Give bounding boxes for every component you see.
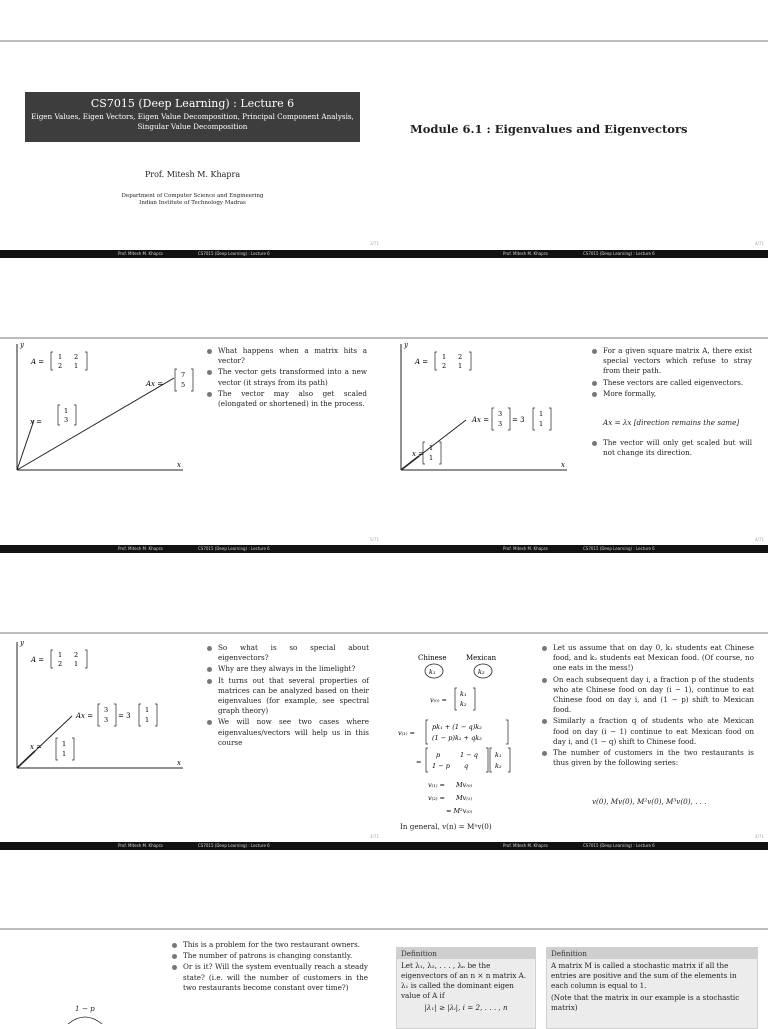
svg-text:1: 1: [539, 420, 544, 428]
footer-author: Prof. Mitesh M. Khapra: [118, 251, 163, 256]
slide7-bullets: [172, 940, 368, 994]
svg-text:3: 3: [64, 416, 69, 424]
slide5-bullets: [207, 643, 369, 749]
definition-formula: |λ₁| ≥ |λᵢ|, i = 2, . . . , n: [424, 1003, 508, 1012]
bullet-item: The number of customers in the two restaurants is thus given by the following series:: [542, 748, 754, 768]
k2-label: k₂: [478, 668, 485, 676]
definition-stochastic-matrix: [546, 947, 758, 1029]
self-loop-arc: [60, 1014, 110, 1024]
page-divider: [0, 40, 768, 42]
footer-course: CS7015 (Deep Learning) : Lecture 6: [198, 251, 270, 256]
svg-text:3: 3: [104, 716, 109, 724]
slide4-bullets-last: [592, 438, 752, 459]
matrix-a: [51, 650, 87, 668]
vector-x-label: x =: [30, 743, 43, 751]
x-axis-label: x: [177, 759, 181, 767]
footer-author: Prof. Mitesh M. Khapra: [503, 546, 548, 551]
definition-note: (Note that the matrix in our example is a stochastic matrix): [551, 993, 740, 1012]
svg-text:1 − p: 1 − p: [432, 762, 450, 770]
page-divider: [0, 928, 768, 930]
equation-v0: [430, 688, 475, 710]
matrix-a-label: A =: [415, 358, 429, 366]
vector-x-matrix: [423, 442, 441, 464]
svg-text:1: 1: [429, 444, 434, 452]
slide3-graph: [0, 338, 200, 478]
svg-text:1 − q: 1 − q: [460, 751, 478, 759]
svg-text:2: 2: [58, 660, 63, 668]
loop-label: 1 − p: [75, 1004, 95, 1013]
page-number: 4/71: [755, 537, 764, 542]
eigen-formula: Ax = λx [direction remains the same]: [603, 418, 740, 427]
x-axis-label: x: [177, 461, 181, 469]
svg-text:1: 1: [58, 353, 63, 361]
institute: Indian Institute of Technology Madras: [139, 200, 246, 206]
vector-ax-label: Ax =: [472, 416, 490, 424]
vector-x: [17, 420, 34, 470]
matrix-a-label: A =: [31, 358, 45, 366]
course-title: CS7015 (Deep Learning) : Lecture 6: [90, 97, 295, 110]
page-number: 4/71: [755, 834, 764, 839]
svg-text:1: 1: [74, 362, 79, 370]
page-number: 5/71: [370, 537, 379, 542]
vector-x-label: x =: [412, 450, 425, 458]
slide6-bullets: [542, 643, 754, 769]
definition-dominant-eigenvalue: [396, 947, 536, 1029]
svg-text:1: 1: [62, 740, 67, 748]
bullet-item: Or is it? Will the system eventually reach a steady state? (i.e. will the number of customers in the two restaurants become constant over time?): [172, 962, 368, 993]
svg-text:1: 1: [145, 716, 150, 724]
bullet-item: Similarly a fraction q of students who ate Mexican food on day (i − 1) continue to eat Mexican food on day i, and (1 − q) shift to Chinese food.: [542, 716, 754, 747]
svg-text:Mv₍₀₎: Mv₍₀₎: [456, 781, 473, 789]
footer-author: Prof. Mitesh M. Khapra: [118, 546, 163, 551]
y-axis-label: y: [20, 341, 24, 349]
bullet-item: This is a problem for the two restaurant owners.: [172, 940, 368, 950]
general-formula: In general, v(n) = Mⁿv(0): [400, 822, 492, 831]
svg-text:2: 2: [74, 353, 79, 361]
bullet-item: The vector may also get scaled (elongated or shortened) in the process.: [207, 389, 367, 409]
mexican-label: Mexican: [466, 654, 497, 662]
vector-x-matrix: [58, 405, 76, 425]
slide5-graph: [0, 636, 200, 776]
definition-body: Let λ₁, λ₂, . . . , λₙ be the eigenvectors of an n × n matrix A. λ₁ is called the dominant eigen value of A if: [401, 961, 527, 1000]
slide4-bullets: [592, 346, 752, 400]
svg-text:3: 3: [498, 410, 503, 418]
y-axis-label: y: [404, 341, 408, 349]
svg-text:5: 5: [181, 381, 186, 389]
x-axis-label: x: [561, 461, 565, 469]
svg-text:3: 3: [498, 420, 503, 428]
vector-x: [401, 456, 419, 470]
footer-course: CS7015 (Deep Learning) : Lecture 6: [583, 251, 655, 256]
footer-course: CS7015 (Deep Learning) : Lecture 6: [198, 843, 270, 848]
scalar-vector: [533, 408, 551, 430]
svg-text:Mv₍₁₎: Mv₍₁₎: [456, 794, 473, 802]
lecture-topics: Eigen Values, Eigen Vectors, Eigen Value Decomposition, Principal Component Analysis, Singular Value Decomposition: [31, 112, 354, 131]
matrix-a-label: A =: [31, 656, 45, 664]
slide3-bullets: [207, 346, 367, 410]
svg-text:v₍₂₎ =: v₍₂₎ =: [428, 794, 445, 802]
vector-ax-label: Ax =: [146, 380, 164, 388]
bullet-item: Why are they always in the limelight?: [207, 664, 369, 674]
footer-author: Prof. Mitesh M. Khapra: [503, 251, 548, 256]
bullet-item: We will now see two cases where eigenvalues/vectors will help us in this course: [207, 717, 369, 748]
svg-text:1: 1: [429, 454, 434, 462]
matrix-a: [435, 352, 471, 370]
bullet-item: For a given square matrix A, there exist special vectors which refuse to stray from their path.: [592, 346, 752, 377]
svg-text:2: 2: [458, 353, 463, 361]
definition-body: A matrix M is called a stochastic matrix if all the entries are positive and the sum of the elements in each column is equal to 1.: [551, 961, 737, 990]
bullet-item: On each subsequent day i, a fraction p of the students who ate Chinese food on day (i − 1), continue to eat Chinese food on day i, and (1 − p) shift to Mexican food.: [542, 675, 754, 716]
svg-text:1: 1: [458, 362, 463, 370]
equation-series: [428, 781, 473, 815]
bullet-item: More formally,: [592, 389, 752, 399]
svg-text:2: 2: [74, 651, 79, 659]
equation-v1: [398, 720, 510, 772]
svg-text:(1 − p)k₁ + qk₂: (1 − p)k₁ + qk₂: [432, 734, 482, 742]
slide-footer: [0, 545, 768, 553]
svg-text:q: q: [464, 762, 469, 770]
scalar-vector: [139, 704, 157, 726]
svg-text:1: 1: [64, 407, 69, 415]
scalar-three: = 3: [512, 416, 525, 424]
svg-text:1: 1: [442, 353, 447, 361]
vector-x-matrix: [56, 738, 74, 760]
scalar-three: = 3: [118, 712, 131, 720]
vector-ax-matrix: [492, 408, 510, 430]
chinese-label: Chinese: [418, 654, 447, 662]
page-divider: [0, 632, 768, 634]
svg-text:= M²v₍₀₎: = M²v₍₀₎: [446, 807, 473, 815]
definition-heading: Definition: [547, 948, 757, 959]
footer-course: CS7015 (Deep Learning) : Lecture 6: [583, 546, 655, 551]
svg-text:v₍₁₎ =: v₍₁₎ =: [428, 781, 445, 789]
title-box: [25, 92, 360, 142]
svg-text:k₁: k₁: [460, 690, 467, 698]
bullet-item: So what is so special about eigenvectors?: [207, 643, 369, 663]
bullet-item: Let us assume that on day 0, k₁ students eat Chinese food, and k₂ students eat Mexican food. (Of course, no one eats in the mess!): [542, 643, 754, 674]
vector-x-label: x =: [30, 418, 43, 426]
svg-text:v₍₀₎ =: v₍₀₎ =: [430, 696, 447, 704]
restaurant-diagram: [392, 640, 540, 840]
page-number: 4/71: [370, 834, 379, 839]
slide4-graph: [384, 338, 584, 478]
vector-ax-label: Ax =: [76, 712, 94, 720]
k1-label: k₁: [429, 668, 436, 676]
bullet-item: What happens when a matrix hits a vector?: [207, 346, 367, 366]
svg-text:1: 1: [74, 660, 79, 668]
svg-text:2: 2: [442, 362, 447, 370]
matrix-a: [51, 352, 87, 370]
department: Department of Computer Science and Engineering: [121, 193, 264, 199]
bullet-item: The vector will only get scaled but will not change its direction.: [592, 438, 752, 458]
series-formula: v(0), Mv(0), M²v(0), M³v(0), . . .: [592, 797, 707, 806]
svg-text:=: =: [416, 758, 422, 766]
svg-text:v₍₁₎ =: v₍₁₎ =: [398, 729, 415, 737]
vector-ax-matrix: [175, 369, 193, 391]
svg-text:2: 2: [58, 362, 63, 370]
svg-text:1: 1: [62, 750, 67, 758]
y-axis-label: y: [20, 639, 24, 647]
bullet-item: These vectors are called eigenvectors.: [592, 378, 752, 388]
svg-text:1: 1: [145, 706, 150, 714]
bullet-item: The vector gets transformed into a new vector (it strays from its path): [207, 367, 367, 387]
footer-course: CS7015 (Deep Learning) : Lecture 6: [583, 843, 655, 848]
svg-text:1: 1: [539, 410, 544, 418]
svg-text:7: 7: [181, 371, 186, 379]
slide-footer: [0, 842, 768, 850]
module-heading: Module 6.1 : Eigenvalues and Eigenvectors: [410, 122, 688, 136]
vector-x: [17, 751, 35, 768]
page-number: 3/71: [370, 241, 379, 246]
svg-text:3: 3: [104, 706, 109, 714]
bullet-item: The number of patrons is changing constantly.: [172, 951, 368, 961]
footer-course: CS7015 (Deep Learning) : Lecture 6: [198, 546, 270, 551]
slide-footer: [0, 250, 768, 258]
svg-text:k₁: k₁: [495, 751, 502, 759]
footer-author: Prof. Mitesh M. Khapra: [503, 843, 548, 848]
svg-text:1: 1: [58, 651, 63, 659]
definition-heading: Definition: [397, 948, 535, 959]
professor-name: Prof. Mitesh M. Khapra: [144, 170, 241, 179]
footer-author: Prof. Mitesh M. Khapra: [118, 843, 163, 848]
svg-text:k₂: k₂: [460, 700, 467, 708]
bullet-item: It turns out that several properties of matrices can be analyzed based on their eigenvalues (for example, see spectral graph theory): [207, 676, 369, 717]
svg-text:pk₁ + (1 − q)k₂: pk₁ + (1 − q)k₂: [432, 723, 482, 731]
svg-text:p: p: [436, 751, 441, 759]
svg-text:k₂: k₂: [495, 762, 502, 770]
vector-ax-matrix: [98, 704, 116, 726]
page-number: 4/71: [755, 241, 764, 246]
